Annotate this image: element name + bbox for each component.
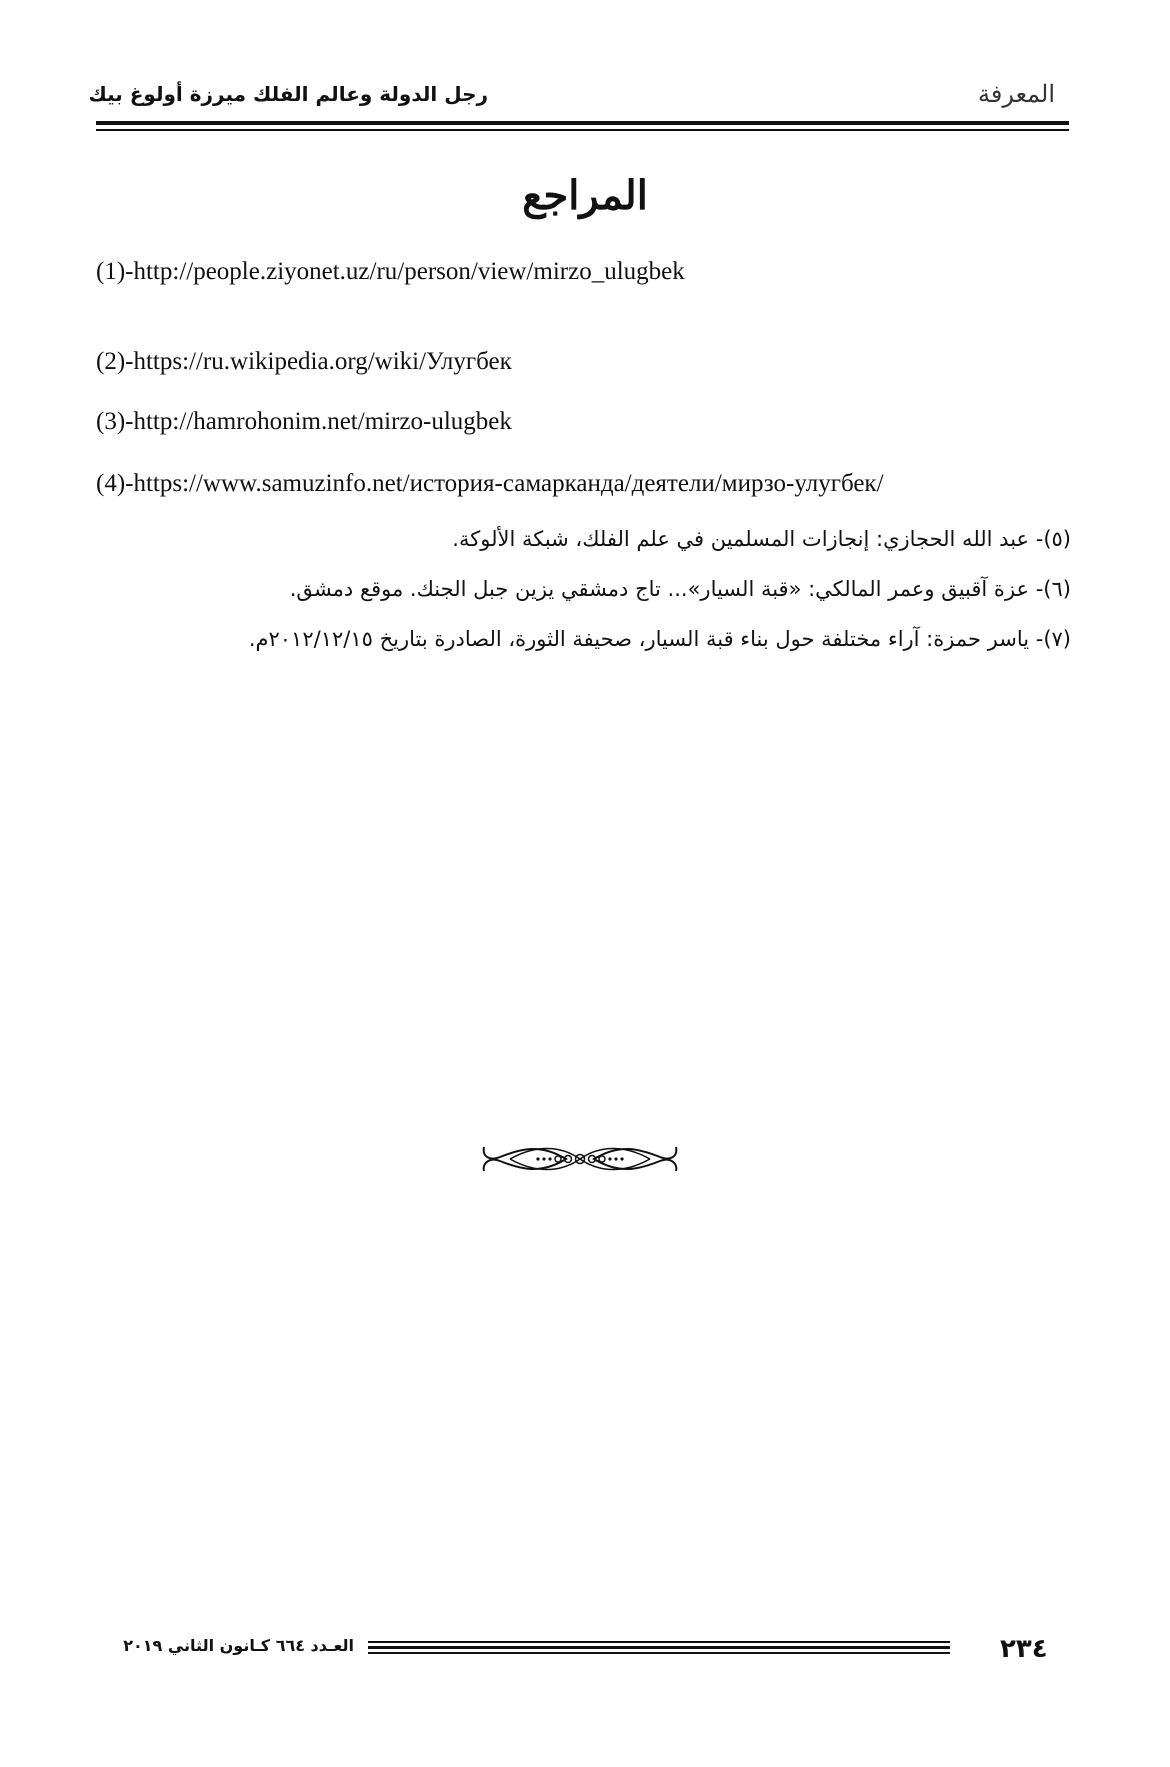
reference-item: (1)-http://people.ziyonet.uz/ru/person/view/mirzo_ulugbek: [96, 258, 685, 285]
reference-item: (4)-https://www.samuzinfo.net/история-самарканда/деятели/мирзо-улугбек/: [96, 470, 884, 497]
reference-item: (2)-https://ru.wikipedia.org/wiki/Улугбек: [96, 348, 512, 375]
footer-divider: [368, 1652, 950, 1654]
page-heading: المراجع: [522, 172, 648, 219]
footer-divider: [368, 1641, 950, 1643]
header-divider-thin: [96, 129, 1069, 131]
journal-logo: المعرفة: [978, 80, 1056, 108]
reference-item: (٦)- عزة آقبيق وعمر المالكي: «قبة السيار»... تاج دمشقي يزين جبل الجنك. موقع دمشق.: [289, 577, 1071, 601]
ornament-divider-icon: [480, 1137, 680, 1181]
header-divider-thick: [96, 121, 1069, 125]
footer-divider: [368, 1646, 950, 1649]
reference-item: (٥)- عبد الله الحجازي: إنجازات المسلمين في علم الفلك، شبكة الألوكة.: [452, 527, 1071, 551]
issue-label: العـدد ٦٦٤ كـانون الثاني ٢٠١٩: [123, 1636, 354, 1655]
page-number: ٢٣٤: [1000, 1634, 1048, 1664]
reference-item: (٧)- ياسر حمزة: آراء مختلفة حول بناء قبة السيار، صحيفة الثورة، الصادرة بتاريخ ٢٠١٢/١٢/١٥م.: [248, 627, 1071, 651]
running-title: رجل الدولة وعالم الفلك ميرزة أولوغ بيك: [88, 82, 488, 106]
reference-item: (3)-http://hamrohonim.net/mirzo-ulugbek: [96, 408, 512, 435]
